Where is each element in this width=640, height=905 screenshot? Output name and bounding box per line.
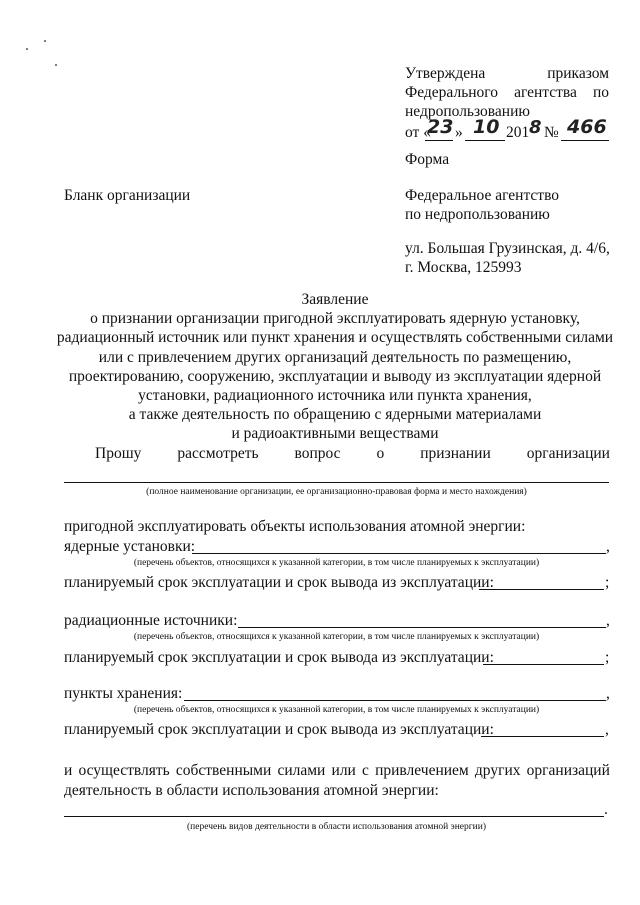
field-caption: (перечень объектов, относящихся к указанной категории, в том числе планируемых к эксплуатации) [133,558,540,568]
nuclear-installations-term-field[interactable] [479,589,604,590]
field-caption: (перечень объектов, относящихся к указанной категории, в том числе планируемых к эксплуатации) [133,632,540,642]
activity-line-2: деятельность в области использования атомной энергии: [64,782,439,799]
field-end-punct: ; [605,649,610,666]
date-month-handwritten: 10 [473,116,500,138]
date-prefix: от « [405,124,431,141]
field-end-punct: . [604,801,608,818]
activity-word: силами [277,762,326,779]
statement-title-line: радиационный источник или пункт хранения и осуществлять собственными силами [56,329,614,347]
activity-word: других [474,762,521,779]
nuclear-installations-field[interactable] [192,553,606,554]
request-word: рассмотреть [177,445,259,462]
statement-heading: Заявление [301,291,369,308]
storage-points-field[interactable] [184,700,606,701]
scan-speck [44,40,46,42]
order-number-handwritten: 466 [567,116,607,138]
field-end-punct: ; [605,574,610,591]
number-label: № [544,124,559,141]
storage-points-term-field[interactable] [481,736,604,737]
field-end-punct: , [606,685,610,702]
statement-title-line: и радиоактивными веществами [231,425,439,443]
approval-text: агентства [514,84,577,101]
recipient-line: Федеральное агентство [405,187,560,204]
fit-text: пригодной эксплуатировать объекты использования атомной энергии: [64,518,526,535]
approval-text: приказом [547,65,609,82]
request-word: о [376,445,385,462]
radiation-sources-term-field[interactable] [483,664,604,665]
request-word: признании [420,445,491,462]
statement-title-line: или с привлечением других организаций деятельность по размещению, [98,348,572,366]
date-year-prefix: 201 [506,124,530,141]
activity-caption: (перечень видов деятельности в области использования атомной энергии) [187,822,486,832]
statement-title-line: а также деятельность по обращению с ядерными материалами [128,406,542,424]
approval-text: недропользованию [405,103,530,120]
scan-speck [26,48,28,50]
request-word: организации [526,445,610,462]
scan-speck [55,64,57,66]
activity-word: с [362,762,369,779]
date-mid: » [455,124,463,141]
statement-title-line: установки, радиационного источника или пункта хранения, [138,387,532,405]
activity-word: или [331,762,356,779]
radiation-sources-label: радиационные источники: [64,612,238,629]
activity-word: организаций [526,762,610,779]
recipient-address: ул. Большая Грузинская, д. 4/6, [405,240,610,257]
approval-date-line [405,116,615,142]
field-end-punct: , [605,721,609,738]
request-word: вопрос [294,445,341,462]
org-blank-label: Бланк организации [64,187,191,204]
term-label: планируемый срок эксплуатации и срок вывода из эксплуатации: [64,649,494,666]
term-label: планируемый срок эксплуатации и срок вывода из эксплуатации: [64,574,494,591]
org-name-caption: (полное наименование организации, ее организационно-правовая форма и место нахождения) [146,487,527,497]
recipient-address: г. Москва, 125993 [405,259,522,276]
date-year-handwritten: 8 [529,117,542,138]
term-label: планируемый срок эксплуатации и срок вывода из эксплуатации: [64,721,494,738]
radiation-sources-field[interactable] [238,627,606,628]
request-word: Прошу [95,445,142,462]
field-caption: (перечень объектов, относящихся к указанной категории, в том числе планируемых к эксплуатации) [133,705,540,715]
activity-line [64,761,610,780]
activity-list-field[interactable] [64,816,604,817]
approval-text: Утверждена [405,65,486,82]
storage-points-label: пункты хранения: [64,685,183,702]
activity-word: собственными [175,762,272,779]
approval-text: по [592,84,609,101]
statement-title-line: о признании организации пригодной эксплуатировать ядерную установку, [90,310,580,328]
statement-title-line: проектированию, сооружению, эксплуатации и выводу из эксплуатации ядерной [68,367,602,385]
activity-word: привлечением [375,762,469,779]
nuclear-installations-label: ядерные установки: [64,538,196,555]
statement-title [40,290,630,444]
field-end-punct: , [606,538,610,555]
approval-text: Федерального [405,84,499,101]
date-day-handwritten: 23 [427,116,454,138]
activity-word: и [64,762,73,779]
request-line [95,444,610,463]
recipient-line: по недропользованию [405,206,550,223]
org-name-field[interactable] [64,482,609,483]
activity-word: осуществлять [78,762,170,779]
field-end-punct: , [606,612,610,629]
form-label: Форма [405,151,450,168]
